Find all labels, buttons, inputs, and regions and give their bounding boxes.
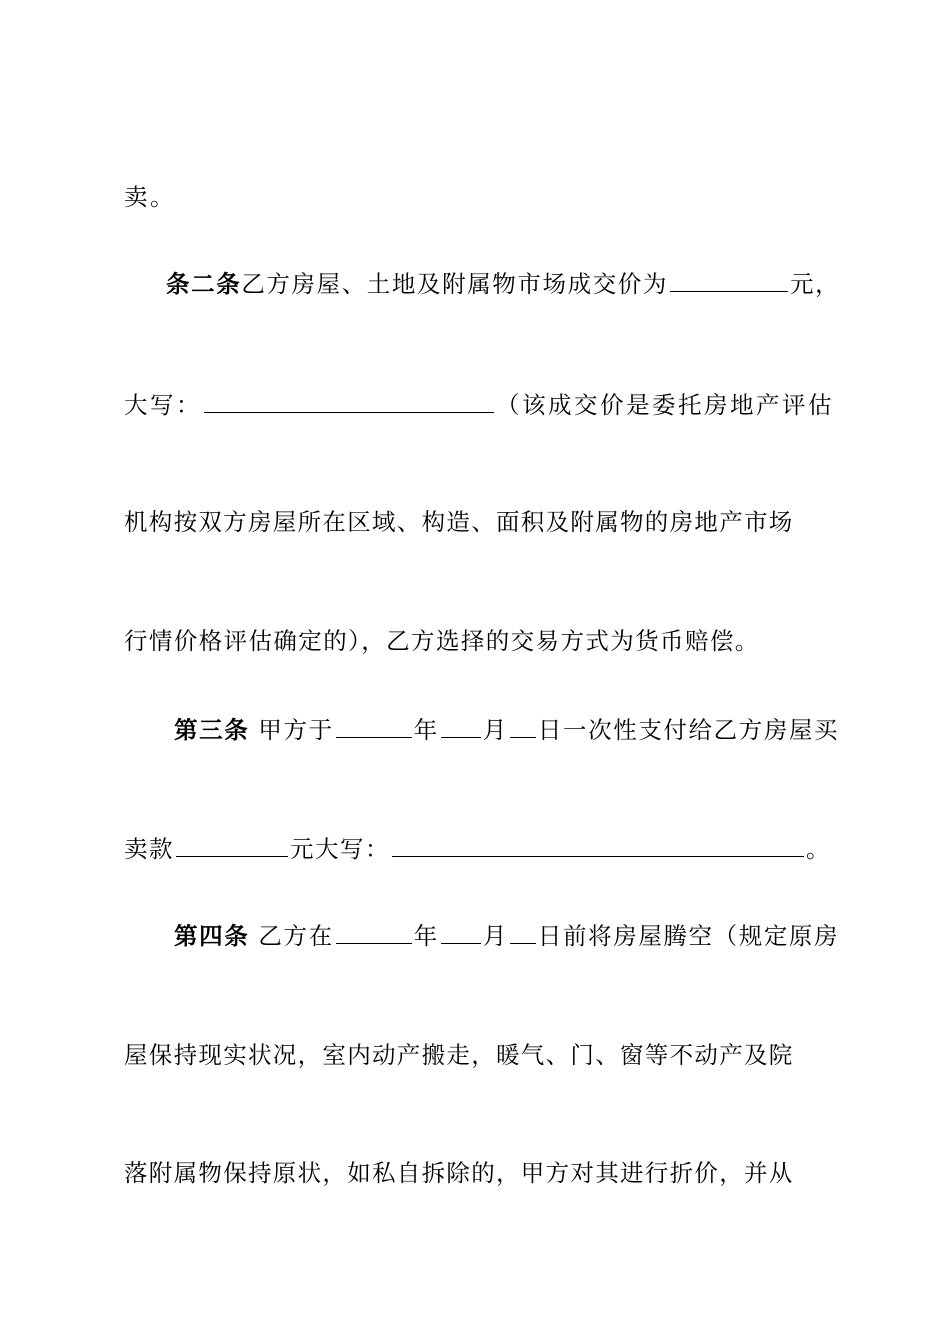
- year-label: 年: [413, 716, 439, 744]
- paragraph-continuation: [124, 177, 832, 217]
- continuation-text: 卖。: [124, 183, 176, 211]
- price-blank[interactable]: [670, 265, 788, 292]
- vacate-month-blank[interactable]: [441, 917, 481, 944]
- day-blank[interactable]: [510, 711, 536, 738]
- article-4-text-1: 乙方在: [258, 922, 334, 950]
- article-3-heading: 第三条: [174, 716, 250, 744]
- article-2-line-4: [124, 621, 832, 661]
- month-label: 月: [482, 716, 508, 744]
- vacate-year-label: 年: [413, 922, 439, 950]
- article-2-line-1: [166, 264, 841, 304]
- article-2-heading: 条二条: [166, 270, 242, 298]
- payment-blank[interactable]: [176, 830, 288, 857]
- article-3-line-1: [174, 710, 840, 750]
- article-3-text-3: 卖款: [124, 835, 174, 863]
- article-2-uppercase-label: 大写：: [124, 391, 202, 419]
- month-blank[interactable]: [441, 711, 481, 738]
- article-2-line-3: [124, 502, 832, 542]
- article-2-line-2: [124, 385, 832, 425]
- article-2-unit: 元，: [790, 270, 841, 298]
- article-4-text-4: 落附属物保持原状，如私自拆除的，甲方对其进行折价，并从: [124, 1159, 794, 1187]
- article-3-text-2: 日一次性支付给乙方房屋买: [537, 716, 840, 744]
- article-2-text-1: 乙方房屋、土地及附属物市场成交价为: [241, 270, 669, 298]
- article-3-end: 。: [806, 835, 831, 863]
- article-4-line-2: [124, 1035, 832, 1075]
- article-4-text-2: 日前将房屋腾空（规定原房: [537, 922, 840, 950]
- article-4-line-3: [124, 1153, 832, 1193]
- vacate-year-blank[interactable]: [336, 917, 412, 944]
- price-uppercase-blank[interactable]: [204, 386, 494, 413]
- payment-uppercase-blank[interactable]: [392, 830, 804, 857]
- article-3-text-1: 甲方于: [258, 716, 334, 744]
- article-2-text-4: 行情价格评估确定的），乙方选择的交易方式为货币赔偿。: [124, 627, 760, 655]
- article-4-line-1: [174, 916, 840, 956]
- vacate-month-label: 月: [482, 922, 508, 950]
- vacate-day-blank[interactable]: [510, 917, 536, 944]
- article-2-text-3: 机构按双方房屋所在区域、构造、面积及附属物的房地产市场: [124, 508, 794, 536]
- year-blank[interactable]: [336, 711, 412, 738]
- article-4-text-3: 屋保持现实状况，室内动产搬走，暖气、门、窗等不动产及院: [124, 1041, 794, 1069]
- article-2-text-2: （该成交价是委托房地产评估: [496, 391, 834, 419]
- article-3-line-2: [124, 829, 832, 869]
- article-4-heading: 第四条: [174, 922, 250, 950]
- article-3-text-4: 元大写：: [290, 835, 390, 863]
